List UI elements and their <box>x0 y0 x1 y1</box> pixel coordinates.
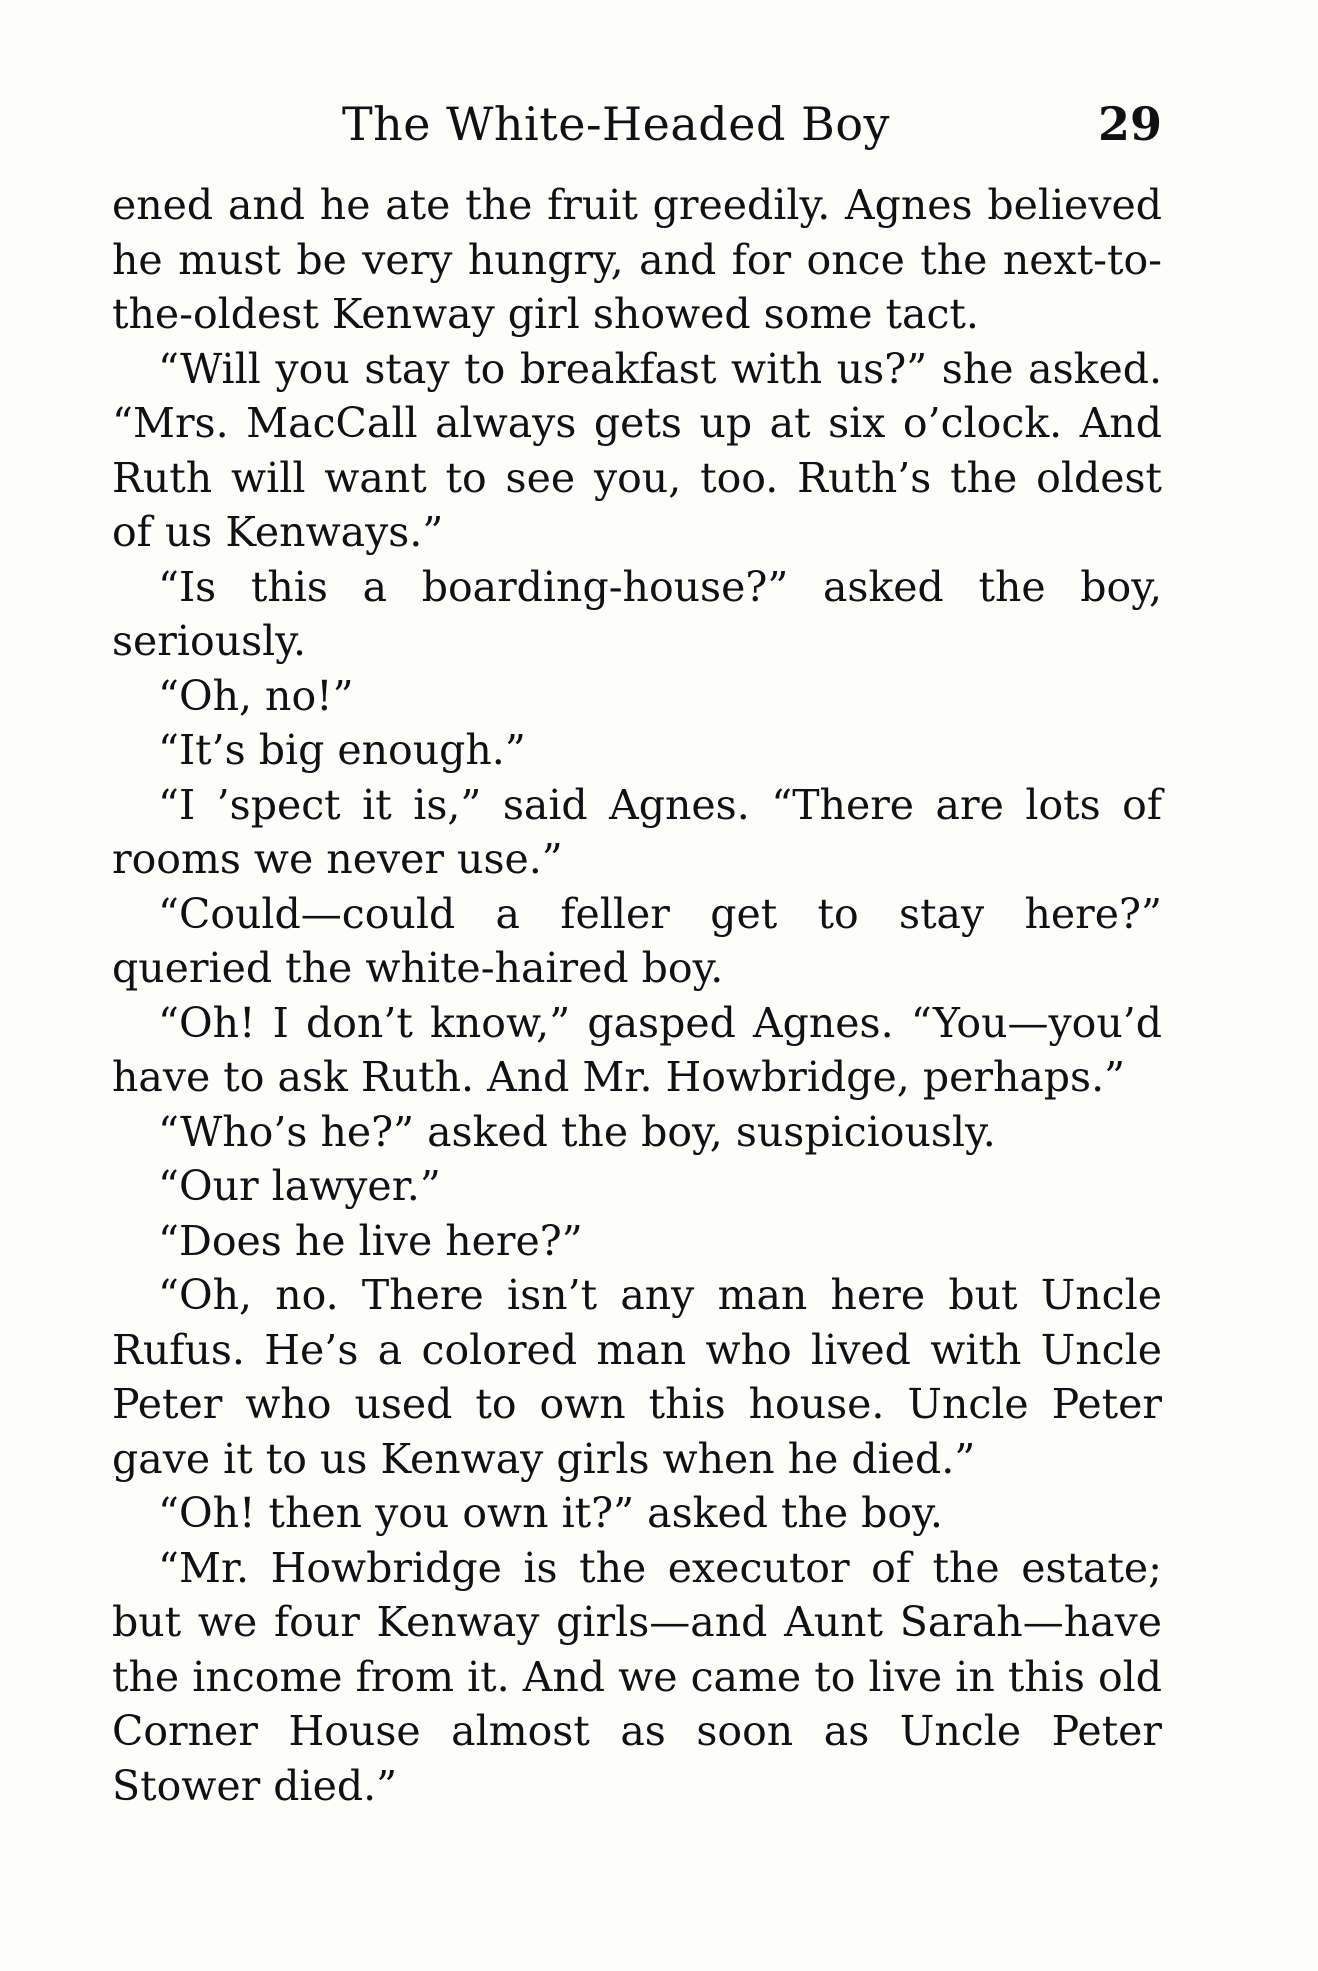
paragraph: “It’s big enough.” <box>158 726 526 774</box>
paragraph: “Oh, no. There isn’t any man here but Uncle Rufus. He’s a colored man who lived with Uncle Peter who used to own this house. Uncle Peter gave it to us Kenway girls when he died.” <box>112 1271 1162 1483</box>
paragraph: “Oh, no!” <box>158 671 354 720</box>
paragraph: “Oh! I don’t know,” gasped Agnes. “You—you’d have to ask Ruth. And Mr. Howbridge, perhaps.” <box>112 998 1162 1101</box>
paragraph: “Who’s he?” asked the boy, suspiciously. <box>158 1107 996 1156</box>
paragraph: “Could—could a feller get to stay here?” queried the white-haired boy. <box>112 889 1162 992</box>
paragraph: “Our lawyer.” <box>158 1162 441 1210</box>
body-text <box>112 178 1162 1813</box>
paragraph: “I ’spect it is,” said Agnes. “There are lots of rooms we never use.” <box>112 780 1162 883</box>
paragraph: “Will you stay to breakfast with us?” she asked. “Mrs. MacCall always gets up at six o’clock. And Ruth will want to see you, too. Ruth’s the oldest of us Kenways.” <box>112 344 1162 556</box>
running-title: The White-Headed Boy <box>342 97 891 151</box>
paragraph: “Is this a boarding-house?” asked the boy, seriously. <box>112 562 1162 665</box>
paragraph: “Mr. Howbridge is the executor of the estate; but we four Kenway girls—and Aunt Sarah—have the income from it. And we came to live in this old Corner House almost as soon as Uncle Peter Stower died.” <box>112 1543 1162 1810</box>
page-number: 29 <box>1097 97 1162 151</box>
paragraph: “Oh! then you own it?” asked the boy. <box>158 1489 943 1537</box>
paragraph: “Does he live here?” <box>158 1216 583 1265</box>
page-header <box>110 92 1162 156</box>
paragraph: ened and he ate the fruit greedily. Agnes believed he must be very hungry, and for once the next-to-the-oldest Kenway girl showed some tact. <box>112 181 1162 338</box>
